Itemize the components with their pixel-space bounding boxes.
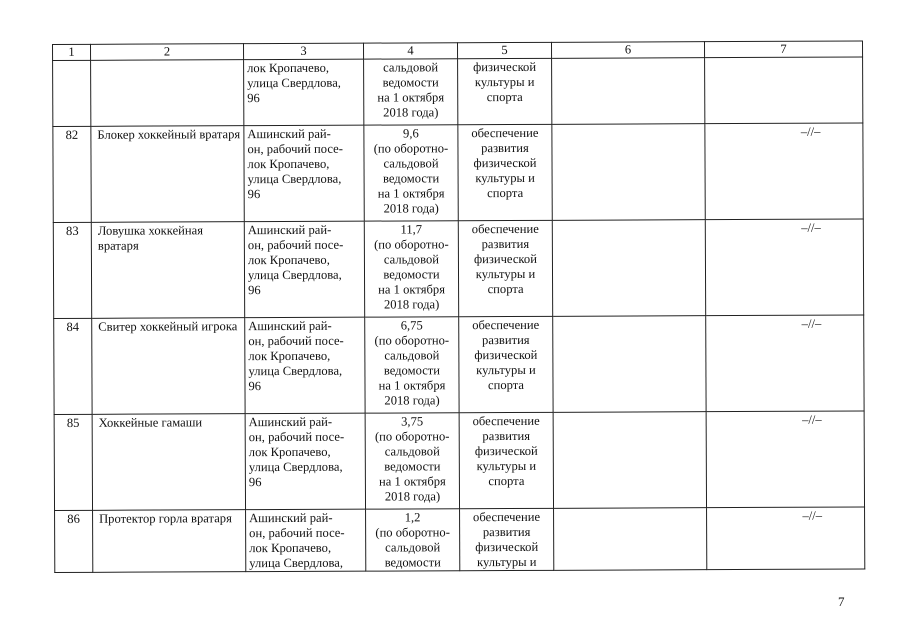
- cell-address: [244, 59, 364, 126]
- purpose-line: развития: [482, 428, 531, 444]
- purpose-line: обеспечение: [472, 317, 540, 333]
- address-line: 96: [247, 91, 260, 106]
- value-line: (по оборотно-: [373, 141, 449, 156]
- cell-col7: –//–: [706, 411, 864, 508]
- cell-purpose: [458, 58, 552, 124]
- property-table: [52, 40, 865, 573]
- purpose-line: физической: [475, 539, 539, 555]
- value-line: ведомости: [383, 363, 441, 378]
- cell-name: Хоккейные гамаши: [92, 414, 245, 511]
- purpose-line: обеспечение: [472, 413, 540, 429]
- value-line: сальдовой: [384, 444, 440, 459]
- cell-col7: –//–: [705, 123, 863, 220]
- table-row: [54, 315, 864, 415]
- cell-col6: [552, 124, 705, 221]
- address-line: он, рабочий посе-: [247, 141, 343, 157]
- continuation-row: [53, 57, 863, 127]
- purpose-line: культуры и: [475, 266, 536, 282]
- value-line: сальдовой: [384, 348, 440, 363]
- table-row: [55, 507, 865, 573]
- table-row: [53, 123, 863, 223]
- purpose-line: культуры и: [476, 362, 536, 378]
- value-line: сальдовой: [383, 156, 439, 171]
- purpose-line: культуры и: [474, 74, 535, 90]
- address-line: Ашинский рай-: [248, 318, 332, 334]
- address-line: 96: [248, 475, 262, 490]
- cell-col7: –//–: [706, 315, 864, 412]
- purpose-line: культуры и: [475, 170, 535, 186]
- address-line: лок Кропачево,: [248, 348, 331, 364]
- value-line: 2018 года): [383, 201, 439, 216]
- cell-value: [366, 509, 460, 571]
- value-line: на 1 октября: [378, 378, 446, 393]
- purpose-line: спорта: [488, 473, 525, 489]
- address-line: Ашинский рай-: [249, 510, 333, 526]
- address-line: лок Кропачево,: [248, 444, 331, 460]
- cell-name: Ловушка хоккейная вратаря: [91, 222, 244, 319]
- purpose-line: культуры и: [476, 458, 537, 474]
- cell-num: 83: [53, 222, 91, 318]
- value-line: сальдовой: [383, 252, 440, 267]
- value-line: на 1 октября: [377, 186, 445, 201]
- header-cell: 6: [551, 42, 704, 59]
- purpose-line: спорта: [487, 185, 524, 201]
- address-line: улица Свердлова,: [248, 459, 343, 475]
- cell-num: 86: [55, 510, 93, 572]
- cell-num: 84: [54, 318, 92, 414]
- purpose-line: спорта: [486, 89, 523, 105]
- value-line: на 1 октября: [377, 90, 445, 105]
- value-line: 2018 года): [383, 105, 439, 120]
- cell-purpose: [459, 316, 553, 412]
- cell-col7: –//–: [707, 507, 865, 570]
- cell-name: Блокер хоккейный вратаря: [91, 126, 244, 223]
- cell-num: [53, 60, 91, 126]
- cell-num: 85: [54, 414, 92, 510]
- cell-col6: [553, 412, 706, 509]
- address-line: лок Кропачево,: [247, 252, 330, 268]
- value-line: ведомости: [383, 267, 440, 282]
- purpose-line: спорта: [487, 377, 525, 393]
- purpose-line: физической: [473, 155, 537, 171]
- cell-address: [244, 125, 364, 222]
- address-line: лок Кропачево,: [249, 540, 332, 556]
- purpose-line: обеспечение: [471, 221, 539, 237]
- purpose-line: обеспечение: [473, 509, 541, 525]
- cell-name: Свитер хоккейный игрока: [92, 318, 245, 415]
- cell-col6: [554, 508, 707, 571]
- header-cell: 2: [91, 44, 244, 61]
- purpose-line: физической: [474, 443, 538, 459]
- value-line: на 1 октября: [378, 282, 446, 297]
- cell-address: [245, 413, 365, 510]
- value-line: (по оборотно-: [374, 333, 450, 348]
- cell-purpose: [458, 220, 552, 316]
- value-line: ведомости: [384, 555, 441, 570]
- purpose-line: развития: [481, 236, 530, 252]
- value-line: сальдовой: [385, 540, 441, 555]
- value-line: 2018 года): [384, 393, 440, 408]
- table-row: [53, 219, 863, 319]
- header-cell: 7: [704, 41, 862, 58]
- value-line: (по оборотно-: [374, 429, 450, 444]
- value-line: 6,75: [400, 318, 423, 333]
- address-line: лок Кропачево,: [247, 156, 330, 172]
- purpose-line: развития: [481, 332, 530, 348]
- header-cell: 4: [363, 43, 457, 59]
- address-line: он, рабочий посе-: [247, 237, 344, 253]
- address-line: Ашинский рай-: [248, 414, 333, 430]
- cell-name: Протектор горла вратаря: [93, 510, 246, 573]
- value-line: (по оборотно-: [374, 237, 449, 252]
- cell-address: [246, 509, 366, 572]
- purpose-line: обеспечение: [471, 125, 539, 141]
- cell-col6: [552, 58, 705, 125]
- address-line: Ашинский рай-: [247, 126, 331, 142]
- address-line: улица Свердлова,: [248, 363, 343, 379]
- address-line: 96: [248, 283, 261, 298]
- cell-col6: [553, 316, 706, 413]
- cell-col7: –//–: [705, 219, 863, 316]
- header-cell: 1: [53, 44, 91, 60]
- address-line: он, рабочий посе-: [248, 429, 345, 445]
- cell-value: [364, 59, 458, 125]
- purpose-line: спорта: [487, 281, 524, 297]
- purpose-line: физической: [474, 347, 538, 363]
- cell-value: [365, 317, 459, 413]
- address-line: улица Свердлова,: [247, 171, 342, 187]
- value-line: 3,75: [401, 414, 424, 429]
- cell-value: [365, 413, 459, 509]
- cell-value: [364, 221, 458, 317]
- cell-address: [245, 317, 365, 414]
- address-line: 96: [247, 187, 261, 202]
- address-line: улица Свердлова,: [247, 75, 341, 91]
- value-line: ведомости: [384, 459, 441, 474]
- table-row: [54, 411, 864, 511]
- value-line: 1,2: [404, 510, 421, 525]
- cell-value: [364, 125, 458, 221]
- value-line: ведомости: [382, 75, 439, 90]
- purpose-line: физической: [473, 59, 537, 75]
- address-line: 96: [248, 379, 262, 394]
- value-line: 11,7: [400, 222, 423, 237]
- address-line: лок Кропачево,: [247, 60, 330, 76]
- purpose-line: физической: [473, 251, 537, 267]
- header-cell: 5: [457, 42, 551, 58]
- value-line: 2018 года): [384, 489, 441, 504]
- cell-col7: [705, 57, 863, 124]
- value-line: 2018 года): [383, 297, 440, 312]
- cell-col6: [552, 220, 705, 317]
- value-line: 9,6: [402, 126, 419, 141]
- address-line: улица Свердлова,: [249, 555, 344, 571]
- cell-name: [91, 60, 244, 127]
- value-line: сальдовой: [383, 60, 439, 75]
- address-line: он, рабочий посе-: [248, 333, 344, 349]
- cell-num: 82: [53, 126, 91, 222]
- page-number: 7: [838, 594, 845, 609]
- value-line: (по оборотно-: [375, 525, 450, 540]
- cell-address: [244, 221, 364, 318]
- value-line: ведомости: [382, 171, 440, 186]
- cell-purpose: [460, 508, 554, 570]
- header-cell: 3: [244, 43, 364, 60]
- purpose-line: культуры и: [476, 554, 537, 570]
- purpose-line: развития: [481, 140, 529, 156]
- purpose-line: развития: [482, 524, 531, 540]
- cell-purpose: [458, 124, 552, 220]
- cell-purpose: [459, 412, 553, 508]
- address-line: Ашинский рай-: [247, 222, 332, 238]
- address-line: улица Свердлова,: [247, 267, 342, 283]
- value-line: на 1 октября: [378, 474, 446, 489]
- address-line: он, рабочий посе-: [249, 525, 345, 541]
